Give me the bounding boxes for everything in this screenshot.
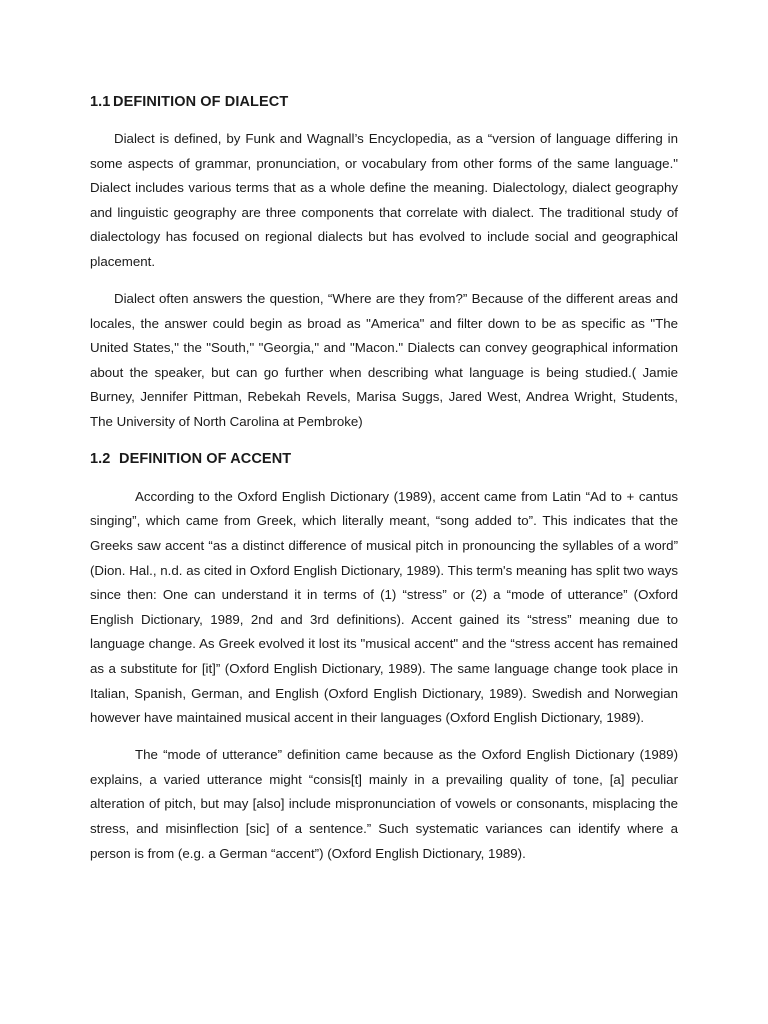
section-title: DEFINITION OF ACCENT [119, 450, 292, 467]
section-number: 1.2 [90, 450, 111, 467]
section-title: DEFINITION OF DIALECT [113, 94, 289, 110]
accent-paragraph-2: The “mode of utterance” definition came because as the Oxford English Dictionary (1989) explains, a varied utterance might “consis[t] mainly in a prevailing quality of tone, [a] peculiar alteration of pitch, but may [also] include mispronunciation of vowels or consonants, misplacing the stress, and misinflection [sic] of a sentence.” Such systematic variances can identify where a person is from (e.g. a German “accent”) (Oxford English Dictionary, 1989). [90, 747, 678, 861]
dialect-paragraph-1: Dialect is defined, by Funk and Wagnall’s Encyclopedia, as a “version of language differing in some aspects of grammar, pronunciation, or vocabulary from other forms of the same language." Dialect includes various terms that as a whole define the meaning. Dialectology, dialect geography and linguistic geography are three components that correlate with dialect. The traditional study of dialectology has focused on regional dialects but has evolved to include social and geographical placement. [90, 130, 678, 269]
section-heading-accent [90, 447, 678, 472]
dialect-paragraph-2: Dialect often answers the question, “Where are they from?” Because of the different areas and locales, the answer could begin as broad as "America" and filter down to be as specific as "The United States," the "South," "Georgia," and "Macon." Dialects can convey geographical information about the speaker, but can go further when describing what language is being studied.( Jamie Burney, Jennifer Pittman, Rebekah Revels, Marisa Suggs, Jared West, Andrea Wright, Students, The University of North Carolina at Pembroke) [90, 290, 678, 429]
section-heading-dialect [90, 90, 678, 115]
section-number: 1.1 [90, 94, 111, 110]
document-body [90, 90, 678, 866]
accent-paragraph-1: According to the Oxford English Dictionary (1989), accent came from Latin “Ad to + cantus singing”, which came from Greek, which literally meant, “song added to”. This indicates that the Greeks saw accent “as a distinct difference of musical pitch in pronouncing the syllables of a word” (Dion. Hal., n.d. as cited in Oxford English Dictionary, 1989). This term's meaning has split two ways since then: One can understand it in terms of (1) “stress” or (2) a “mode of utterance” (Oxford English Dictionary, 1989, 2nd and 3rd definitions). Accent gained its “stress” meaning due to language change. As Greek evolved it lost its "musical accent" and the “stress accent has remained as a substitute for [it]” (Oxford English Dictionary, 1989). The same language change took place in Italian, Spanish, German, and English (Oxford English Dictionary, 1989). Swedish and Norwegian however have maintained musical accent in their languages (Oxford English Dictionary, 1989). [90, 488, 678, 726]
